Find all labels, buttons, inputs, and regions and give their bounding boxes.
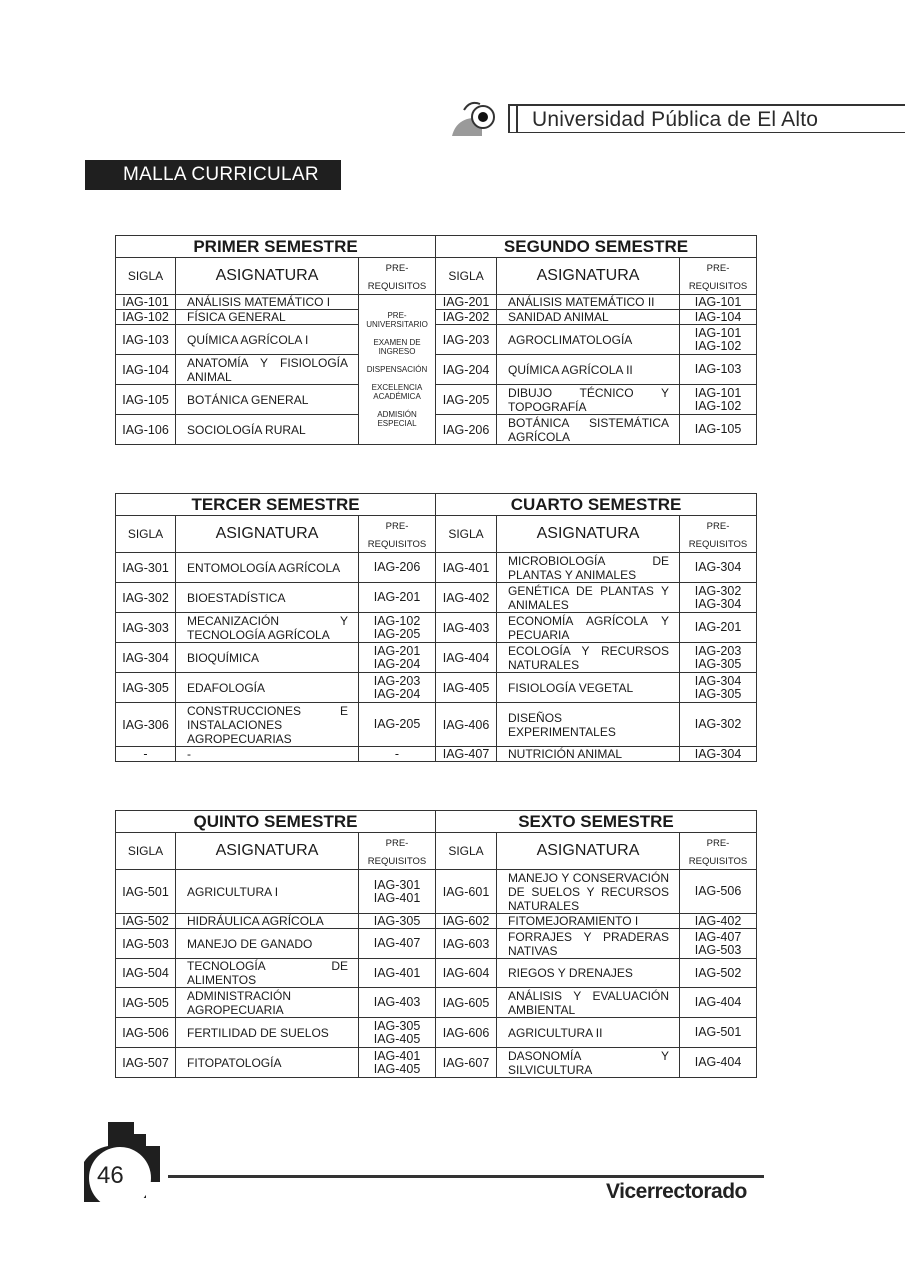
course-code: IAG-103 xyxy=(116,325,176,355)
prerequisite-code: IAG-203 xyxy=(373,673,421,688)
course-prerequisites xyxy=(680,1048,757,1078)
course-code: IAG-502 xyxy=(116,914,176,929)
prerequisites-header xyxy=(359,516,436,553)
course-code: IAG-101 xyxy=(116,295,176,310)
sigla-header xyxy=(436,516,497,553)
prerequisite-code: IAG-305 xyxy=(694,656,742,671)
asignatura-header xyxy=(497,516,680,553)
course-prerequisites xyxy=(680,959,757,988)
table-row xyxy=(116,1048,757,1078)
table-row xyxy=(116,355,757,385)
course-code: IAG-306 xyxy=(116,703,176,747)
prerequisite-code: IAG-501 xyxy=(694,1025,742,1039)
prerequisites-header-label: PRE-REQUISITOS xyxy=(688,521,748,550)
prerequisite-code: IAG-206 xyxy=(373,560,421,574)
course-prerequisites xyxy=(680,988,757,1018)
course-name: FISIOLOGÍA VEGETAL xyxy=(497,673,680,703)
course-name: DIBUJO TÉCNICO Y TOPOGRAFÍA xyxy=(497,385,680,415)
course-name: MICROBIOLOGÍA DE PLANTAS Y ANIMALES xyxy=(497,553,680,583)
course-code: IAG-501 xyxy=(116,870,176,914)
semester-table-1-2 xyxy=(115,235,757,445)
prerequisite-code: IAG-503 xyxy=(694,942,742,957)
course-code: IAG-304 xyxy=(116,643,176,673)
course-code: IAG-503 xyxy=(116,929,176,959)
prerequisite-code: IAG-407 xyxy=(694,929,742,944)
prerequisite-code: IAG-304 xyxy=(694,560,742,574)
course-prerequisites xyxy=(680,310,757,325)
course-name: CONSTRUCCIONES E INSTALACIONES AGROPECUARIAS xyxy=(176,703,359,747)
admission-mode: PRE-UNIVERSITARIO xyxy=(366,311,428,329)
course-prerequisites xyxy=(680,325,757,355)
prerequisites-header xyxy=(359,833,436,870)
course-code: IAG-403 xyxy=(436,613,497,643)
course-code: IAG-401 xyxy=(436,553,497,583)
sigla-header-label: SIGLA xyxy=(127,844,164,858)
course-code: IAG-405 xyxy=(436,673,497,703)
course-name: BOTÁNICA SISTEMÁTICA AGRÍCOLA xyxy=(497,415,680,445)
table-row xyxy=(116,988,757,1018)
sigla-header xyxy=(116,258,176,295)
course-prerequisites xyxy=(359,613,436,643)
course-prerequisites xyxy=(359,553,436,583)
asignatura-header-label: ASIGNATURA xyxy=(215,267,319,284)
course-prerequisites xyxy=(359,929,436,959)
course-code: IAG-406 xyxy=(436,703,497,747)
asignatura-header xyxy=(176,258,359,295)
course-name: NUTRICIÓN ANIMAL xyxy=(497,747,680,762)
prerequisite-code: IAG-102 xyxy=(373,613,421,628)
table-row xyxy=(116,929,757,959)
table-row xyxy=(116,747,757,762)
course-prerequisites xyxy=(359,1018,436,1048)
course-code: IAG-102 xyxy=(116,310,176,325)
semester-title: CUARTO SEMESTRE xyxy=(436,494,757,516)
prerequisite-code: IAG-101 xyxy=(694,385,742,400)
course-name: DISEÑOS EXPERIMENTALES xyxy=(497,703,680,747)
prerequisite-code: IAG-502 xyxy=(694,965,742,980)
course-prerequisites xyxy=(680,583,757,613)
course-prerequisites xyxy=(359,747,436,762)
prerequisite-code: IAG-302 xyxy=(694,717,742,731)
course-code: IAG-603 xyxy=(436,929,497,959)
course-name: EDAFOLOGÍA xyxy=(176,673,359,703)
course-name: FITOPATOLOGÍA xyxy=(176,1048,359,1078)
table-row xyxy=(116,673,757,703)
prerequisite-code: IAG-506 xyxy=(694,884,742,898)
course-name: RIEGOS Y DRENAJES xyxy=(497,959,680,988)
course-code: IAG-205 xyxy=(436,385,497,415)
course-code: IAG-302 xyxy=(116,583,176,613)
course-prerequisites xyxy=(680,914,757,929)
course-code: IAG-604 xyxy=(436,959,497,988)
prerequisite-code: IAG-101 xyxy=(694,294,742,309)
page-number: 46 xyxy=(97,1162,124,1189)
admission-mode: DISPENSACIÓN xyxy=(366,365,428,374)
asignatura-header xyxy=(176,516,359,553)
sigla-header xyxy=(116,516,176,553)
course-name: QUÍMICA AGRÍCOLA II xyxy=(497,355,680,385)
table-row xyxy=(116,325,757,355)
table-row xyxy=(116,583,757,613)
prerequisite-code: IAG-404 xyxy=(694,995,742,1009)
asignatura-header xyxy=(497,258,680,295)
prerequisite-code: IAG-204 xyxy=(373,686,421,701)
course-code: IAG-507 xyxy=(116,1048,176,1078)
prerequisite-code: IAG-304 xyxy=(694,596,742,611)
asignatura-header-label: ASIGNATURA xyxy=(215,842,319,859)
sigla-header-label: SIGLA xyxy=(448,269,484,283)
prerequisite-code: IAG-203 xyxy=(694,643,742,658)
course-code: IAG-301 xyxy=(116,553,176,583)
prerequisite-code: IAG-401 xyxy=(373,965,421,980)
asignatura-header-label: ASIGNATURA xyxy=(536,525,640,542)
sigla-header-label: SIGLA xyxy=(127,527,164,541)
prerequisites-header-label: PRE-REQUISITOS xyxy=(367,521,427,550)
course-prerequisites xyxy=(359,703,436,747)
course-name: FERTILIDAD DE SUELOS xyxy=(176,1018,359,1048)
prerequisite-code: - xyxy=(394,746,400,761)
course-code: IAG-206 xyxy=(436,415,497,445)
prerequisite-code: IAG-405 xyxy=(373,1031,421,1046)
semester-table-5-6 xyxy=(115,810,757,1078)
course-prerequisites xyxy=(680,870,757,914)
prerequisite-code: IAG-305 xyxy=(373,913,421,928)
admission-modes xyxy=(359,295,436,445)
course-code: IAG-506 xyxy=(116,1018,176,1048)
table-row xyxy=(116,703,757,747)
course-code: IAG-605 xyxy=(436,988,497,1018)
table-row xyxy=(116,385,757,415)
prerequisites-header-label: PRE-REQUISITOS xyxy=(367,838,427,867)
course-name: DASONOMÍA Y SILVICULTURA xyxy=(497,1048,680,1078)
course-name: BIOQUÍMICA xyxy=(176,643,359,673)
course-prerequisites xyxy=(680,643,757,673)
course-name: ECOLOGÍA Y RECURSOS NATURALES xyxy=(497,643,680,673)
course-code: IAG-601 xyxy=(436,870,497,914)
page-header xyxy=(450,92,905,138)
course-name: ECONOMÍA AGRÍCOLA Y PECUARIA xyxy=(497,613,680,643)
course-prerequisites xyxy=(359,1048,436,1078)
table-row xyxy=(116,553,757,583)
course-name: SOCIOLOGÍA RURAL xyxy=(176,415,359,445)
prerequisite-code: IAG-405 xyxy=(373,1061,421,1076)
prerequisite-code: IAG-201 xyxy=(373,590,421,604)
table-row xyxy=(116,914,757,929)
course-name: BIOESTADÍSTICA xyxy=(176,583,359,613)
prerequisites-header xyxy=(359,258,436,295)
prerequisite-code: IAG-301 xyxy=(373,877,421,892)
course-name: MANEJO Y CONSERVACIÓN DE SUELOS Y RECURSOS NATURALES xyxy=(497,870,680,914)
prerequisites-header-label: PRE-REQUISITOS xyxy=(367,263,427,292)
course-code: IAG-607 xyxy=(436,1048,497,1078)
prerequisite-code: IAG-102 xyxy=(694,338,742,353)
prerequisite-code: IAG-201 xyxy=(373,643,421,658)
course-prerequisites xyxy=(359,914,436,929)
course-code: - xyxy=(116,747,176,762)
course-name: MANEJO DE GANADO xyxy=(176,929,359,959)
table-row xyxy=(116,959,757,988)
prerequisite-code: IAG-104 xyxy=(694,309,742,324)
prerequisites-header xyxy=(680,258,757,295)
prerequisite-code: IAG-401 xyxy=(373,890,421,905)
asignatura-header xyxy=(497,833,680,870)
sigla-header xyxy=(436,258,497,295)
course-prerequisites xyxy=(680,747,757,762)
course-name: ANATOMÍA Y FISIOLOGÍA ANIMAL xyxy=(176,355,359,385)
prerequisite-code: IAG-404 xyxy=(694,1055,742,1069)
course-prerequisites xyxy=(680,1018,757,1048)
sigla-header xyxy=(436,833,497,870)
course-code: IAG-104 xyxy=(116,355,176,385)
course-prerequisites xyxy=(359,959,436,988)
course-prerequisites xyxy=(359,988,436,1018)
asignatura-header-label: ASIGNATURA xyxy=(536,842,640,859)
course-prerequisites xyxy=(680,673,757,703)
course-code: IAG-303 xyxy=(116,613,176,643)
prerequisite-code: IAG-401 xyxy=(373,1048,421,1063)
admission-mode: EXCELENCIA ACADÉMICA xyxy=(371,383,423,401)
course-name: - xyxy=(176,747,359,762)
university-logo-icon xyxy=(450,98,510,138)
course-name: TECNOLOGÍA DE ALIMENTOS xyxy=(176,959,359,988)
prerequisites-header xyxy=(680,833,757,870)
course-prerequisites xyxy=(359,643,436,673)
course-name: FITOMEJORAMIENTO I xyxy=(497,914,680,929)
semester-table-3-4 xyxy=(115,493,757,762)
course-name: ANÁLISIS MATEMÁTICO I xyxy=(176,295,359,310)
course-name: HIDRÁULICA AGRÍCOLA xyxy=(176,914,359,929)
course-code: IAG-203 xyxy=(436,325,497,355)
table-row xyxy=(116,870,757,914)
course-prerequisites xyxy=(680,355,757,385)
course-code: IAG-105 xyxy=(116,385,176,415)
sigla-header-label: SIGLA xyxy=(448,844,484,858)
section-title: MALLA CURRICULAR xyxy=(85,160,341,190)
course-prerequisites xyxy=(680,613,757,643)
semester-title: SEGUNDO SEMESTRE xyxy=(436,236,757,258)
table-row xyxy=(116,295,757,310)
course-name: AGROCLIMATOLOGÍA xyxy=(497,325,680,355)
sigla-header xyxy=(116,833,176,870)
prerequisite-code: IAG-205 xyxy=(373,717,421,731)
prerequisite-code: IAG-102 xyxy=(694,398,742,413)
course-prerequisites xyxy=(680,295,757,310)
prerequisite-code: IAG-403 xyxy=(373,995,421,1009)
course-prerequisites xyxy=(680,415,757,445)
table-row xyxy=(116,643,757,673)
prerequisite-code: IAG-407 xyxy=(373,936,421,950)
sigla-header-label: SIGLA xyxy=(127,269,164,283)
course-prerequisites xyxy=(680,929,757,959)
admission-mode: EXAMEN DE INGRESO xyxy=(373,338,421,356)
prerequisite-code: IAG-302 xyxy=(694,583,742,598)
prerequisite-code: IAG-305 xyxy=(373,1018,421,1033)
course-name: AGRICULTURA I xyxy=(176,870,359,914)
prerequisite-code: IAG-304 xyxy=(694,746,742,761)
course-prerequisites xyxy=(680,703,757,747)
footer-brand: Vicerrectorado xyxy=(606,1180,747,1203)
prerequisite-code: IAG-103 xyxy=(694,362,742,376)
course-name: ENTOMOLOGÍA AGRÍCOLA xyxy=(176,553,359,583)
course-prerequisites xyxy=(359,870,436,914)
prerequisites-header xyxy=(680,516,757,553)
prerequisite-code: IAG-201 xyxy=(694,620,742,634)
course-name: ADMINISTRACIÓN AGROPECUARIA xyxy=(176,988,359,1018)
course-name: ANÁLISIS Y EVALUACIÓN AMBIENTAL xyxy=(497,988,680,1018)
prerequisite-code: IAG-204 xyxy=(373,656,421,671)
course-name: SANIDAD ANIMAL xyxy=(497,310,680,325)
prerequisite-code: IAG-101 xyxy=(694,325,742,340)
course-name: AGRICULTURA II xyxy=(497,1018,680,1048)
course-name: FÍSICA GENERAL xyxy=(176,310,359,325)
table-row xyxy=(116,415,757,445)
course-prerequisites xyxy=(680,553,757,583)
course-code: IAG-204 xyxy=(436,355,497,385)
course-code: IAG-602 xyxy=(436,914,497,929)
course-prerequisites xyxy=(359,673,436,703)
prerequisite-code: IAG-305 xyxy=(694,686,742,701)
course-code: IAG-305 xyxy=(116,673,176,703)
prerequisite-code: IAG-304 xyxy=(694,673,742,688)
course-code: IAG-407 xyxy=(436,747,497,762)
course-name: GENÉTICA DE PLANTAS Y ANIMALES xyxy=(497,583,680,613)
course-code: IAG-202 xyxy=(436,310,497,325)
university-name: Universidad Pública de El Alto xyxy=(532,108,819,131)
course-prerequisites xyxy=(680,385,757,415)
asignatura-header xyxy=(176,833,359,870)
course-name: ANÁLISIS MATEMÁTICO II xyxy=(497,295,680,310)
course-code: IAG-504 xyxy=(116,959,176,988)
course-code: IAG-106 xyxy=(116,415,176,445)
course-code: IAG-505 xyxy=(116,988,176,1018)
prerequisites-header-label: PRE-REQUISITOS xyxy=(688,838,748,867)
asignatura-header-label: ASIGNATURA xyxy=(536,267,640,284)
table-row xyxy=(116,1018,757,1048)
course-name: MECANIZACIÓN Y TECNOLOGÍA AGRÍCOLA xyxy=(176,613,359,643)
admission-mode: ADMISIÓN ESPECIAL xyxy=(377,410,417,428)
semester-title: PRIMER SEMESTRE xyxy=(116,236,436,258)
course-prerequisites xyxy=(359,583,436,613)
asignatura-header-label: ASIGNATURA xyxy=(215,525,319,542)
course-code: IAG-201 xyxy=(436,295,497,310)
table-row xyxy=(116,613,757,643)
sigla-header-label: SIGLA xyxy=(448,527,484,541)
course-name: FORRAJES Y PRADERAS NATIVAS xyxy=(497,929,680,959)
table-row xyxy=(116,310,757,325)
semester-title: TERCER SEMESTRE xyxy=(116,494,436,516)
course-name: QUÍMICA AGRÍCOLA I xyxy=(176,325,359,355)
course-name: BOTÁNICA GENERAL xyxy=(176,385,359,415)
course-code: IAG-402 xyxy=(436,583,497,613)
prerequisite-code: IAG-205 xyxy=(373,626,421,641)
prerequisites-header-label: PRE-REQUISITOS xyxy=(688,263,748,292)
semester-title: SEXTO SEMESTRE xyxy=(436,811,757,833)
course-code: IAG-404 xyxy=(436,643,497,673)
course-code: IAG-606 xyxy=(436,1018,497,1048)
semester-title: QUINTO SEMESTRE xyxy=(116,811,436,833)
prerequisite-code: IAG-402 xyxy=(694,913,742,928)
prerequisite-code: IAG-105 xyxy=(694,422,742,436)
